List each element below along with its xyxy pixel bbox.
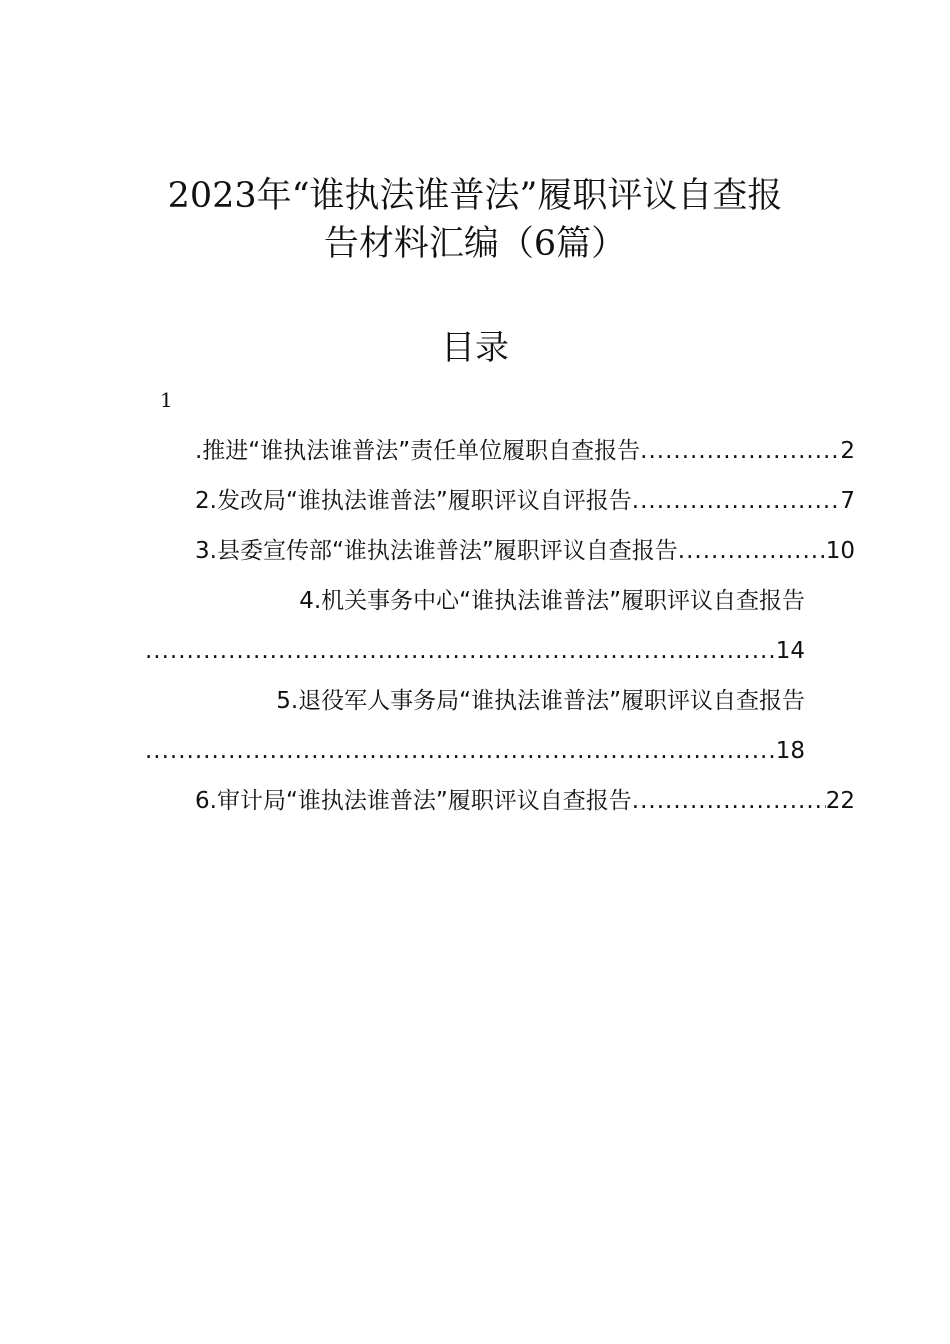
document-title-line-1: 2023年“谁执法谁普法”履职评议自查报 — [167, 176, 783, 216]
toc-entry-text[interactable]: 5.退役军人事务局“谁执法谁普法”履职评议自查报告 — [276, 688, 805, 714]
page-marker: 1 — [160, 388, 173, 412]
toc-entry-3[interactable] — [145, 526, 855, 576]
toc-leader-dots — [640, 426, 840, 476]
toc-entry-page[interactable]: 7 — [840, 488, 855, 514]
toc-leader-dots — [678, 526, 826, 576]
toc-leader-dots — [145, 626, 776, 676]
toc-entry-text[interactable]: .推进“谁执法谁普法”责任单位履职自查报告 — [195, 438, 641, 464]
toc-entry-text[interactable]: 4.机关事务中心“谁执法谁普法”履职评议自查报告 — [299, 588, 805, 614]
toc-entry-4[interactable] — [145, 576, 805, 676]
toc-entry-1[interactable] — [145, 426, 855, 476]
toc-entry-page[interactable]: 18 — [775, 738, 805, 764]
toc-entry-page[interactable]: 22 — [825, 788, 855, 814]
toc-leader-dots — [632, 776, 826, 826]
toc-entry-page[interactable]: 10 — [825, 538, 855, 564]
toc-entry-6[interactable] — [145, 776, 855, 826]
toc-leader-dots — [632, 476, 841, 526]
toc-entry-page[interactable]: 14 — [775, 638, 805, 664]
document-title — [140, 172, 810, 268]
toc-entry-5[interactable] — [145, 676, 805, 776]
toc-leader-dots — [145, 726, 776, 776]
toc-entry-text[interactable]: 6.审计局“谁执法谁普法”履职评议自查报告 — [195, 788, 632, 814]
toc-entry-text[interactable]: 2.发改局“谁执法谁普法”履职评议自评报告 — [195, 488, 632, 514]
toc-entry-text[interactable]: 3.县委宣传部“谁执法谁普法”履职评议自查报告 — [195, 538, 678, 564]
document-title-line-2: 告材料汇编（6篇） — [323, 224, 627, 264]
table-of-contents — [145, 426, 855, 826]
toc-heading: 目录 — [441, 328, 509, 368]
toc-entry-page[interactable]: 2 — [840, 438, 855, 464]
toc-entry-2[interactable] — [145, 476, 855, 526]
